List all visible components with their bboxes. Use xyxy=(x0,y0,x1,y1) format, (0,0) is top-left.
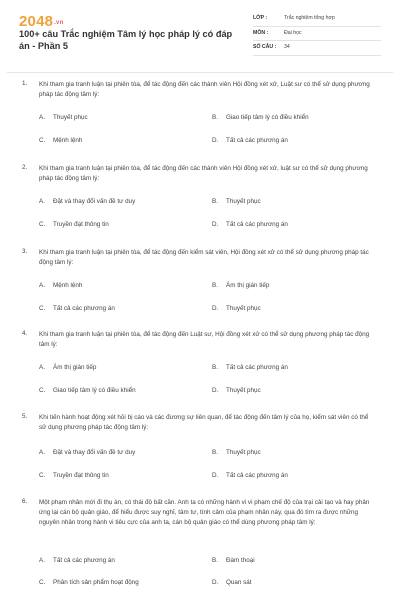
option-text: Thuyết phục xyxy=(226,305,261,312)
answer-option[interactable] xyxy=(39,198,135,205)
option-text: Ám thị gián tiếp xyxy=(226,282,270,289)
meta-value: Đại học xyxy=(284,29,302,36)
option-text: Giao tiếp tâm lý có điều khiển xyxy=(53,387,136,394)
option-text: Mệnh lệnh xyxy=(53,282,83,289)
option-text: Đặt và thay đổi vấn đề tư duy xyxy=(53,198,136,205)
option-text: Tất cả các phương án xyxy=(226,221,288,228)
option-letter: B. xyxy=(212,114,218,121)
option-letter: B. xyxy=(212,364,218,371)
answer-option[interactable] xyxy=(39,557,115,564)
option-text: Tất cả các phương án xyxy=(53,305,115,312)
option-letter: B. xyxy=(212,557,218,564)
option-text: Thuyết phục xyxy=(226,449,261,456)
document-header xyxy=(0,0,400,68)
option-text: Tất cả các phương án xyxy=(226,364,288,371)
meta-value: 34 xyxy=(284,44,290,50)
answer-option[interactable] xyxy=(212,137,288,144)
answer-option[interactable] xyxy=(39,387,136,394)
document-title: 100+ câu Trắc nghiệm Tâm lý học pháp lý có đáp án - Phần 5 xyxy=(19,29,233,51)
answer-option[interactable] xyxy=(39,579,139,586)
meta-table xyxy=(253,12,381,56)
question-number: 2. xyxy=(22,164,28,171)
answer-option[interactable] xyxy=(212,114,309,121)
answer-option[interactable] xyxy=(212,364,288,371)
option-letter: A. xyxy=(39,114,45,121)
option-letter: C. xyxy=(39,305,46,312)
option-letter: D. xyxy=(212,579,219,586)
question-number: 6. xyxy=(22,498,28,505)
option-text: Phân tích sản phẩm hoạt động xyxy=(53,579,139,586)
answer-option[interactable] xyxy=(212,579,252,586)
answer-option[interactable] xyxy=(212,221,288,228)
meta-key: LỚP : xyxy=(253,15,268,21)
question-text: Khi tham gia tranh luận tại phiên tòa, để tác động đến các thành viên Hội đồng xét xử, Luật sư có thể sử dụng phương pháp tác động tâm lý: xyxy=(39,81,370,98)
option-letter: C. xyxy=(39,221,46,228)
option-letter: A. xyxy=(39,282,45,289)
question-number: 1. xyxy=(22,80,28,87)
option-letter: B. xyxy=(212,282,218,289)
option-text: Thuyết phục xyxy=(53,114,88,121)
question-text: Khi tham gia tranh luận tại phiên tòa, để tác động đến các thành viên Hội đồng xét xử, luật sư có thể sử dụng phương pháp tác động tâm lý: xyxy=(39,165,368,182)
option-text: Ám thị gián tiếp xyxy=(53,364,97,371)
meta-key: SỐ CÂU : xyxy=(253,44,277,50)
option-text: Truyền đạt thông tin xyxy=(53,472,109,479)
answer-option[interactable] xyxy=(39,282,82,289)
answer-option[interactable] xyxy=(212,472,288,479)
option-text: Đặt và thay đổi vấn đề tư duy xyxy=(53,449,136,456)
option-letter: B. xyxy=(212,198,218,205)
meta-row-subject xyxy=(253,27,381,42)
option-text: Tất cả các phương án xyxy=(53,557,115,564)
logo-suffix: .vn xyxy=(54,20,64,26)
option-text: Thuyết phục xyxy=(226,387,261,394)
answer-option[interactable] xyxy=(212,557,255,564)
answer-option[interactable] xyxy=(212,387,261,394)
meta-key: MÔN : xyxy=(253,29,269,36)
meta-row-class xyxy=(253,12,381,27)
question-text: Khi tham gia tranh luận tại phiên tòa, để tác động đến kiểm sát viên, Hội đồng xét xử có thể sử dụng phương pháp tác động tâm lý: xyxy=(39,249,369,266)
option-letter: C. xyxy=(39,387,46,394)
option-letter: D. xyxy=(212,387,219,394)
option-text: Quan sát xyxy=(226,579,252,586)
option-letter: A. xyxy=(39,364,45,371)
option-letter: A. xyxy=(39,557,45,564)
option-text: Đàm thoại xyxy=(226,557,255,564)
question-number: 3. xyxy=(22,248,28,255)
question-number: 4. xyxy=(22,330,28,337)
option-letter: D. xyxy=(212,137,219,144)
answer-option[interactable] xyxy=(212,449,261,456)
option-letter: C. xyxy=(39,137,46,144)
option-text: Mệnh lệnh xyxy=(53,137,83,144)
logo-text: 2048 xyxy=(19,13,54,30)
option-text: Thuyết phục xyxy=(226,198,261,205)
option-letter: A. xyxy=(39,198,45,205)
question-number: 5. xyxy=(22,413,28,420)
option-letter: D. xyxy=(212,305,219,312)
question-text: Khi tiến hành hoạt động xét hỏi bị cáo và các đương sự liên quan, để tác động đến tâm lý của họ, kiểm sát viên có thể sử dụng phương pháp tác động tâm lý: xyxy=(39,414,369,431)
header-divider xyxy=(7,72,393,73)
option-letter: B. xyxy=(212,449,218,456)
answer-option[interactable] xyxy=(212,198,261,205)
answer-option[interactable] xyxy=(39,221,109,228)
option-text: Tất cả các phương án xyxy=(226,472,288,479)
meta-row-count xyxy=(253,41,381,56)
answer-option[interactable] xyxy=(39,305,115,312)
option-letter: A. xyxy=(39,449,45,456)
meta-value: Trắc nghiệm tổng hợp xyxy=(284,15,335,21)
question-text: Một phạm nhân mới đi thụ án, có thái độ bất cần. Anh ta có những hành vi vi phạm chế độ của trại cải tạo và hay phản ứng lại cán bộ quản giáo, để hiểu được suy nghĩ, tâm tư, tình cảm của phạm nhân này, qua đó tìm ra được những nguyên nhân trong hành vi tiêu cực của anh ta, cán bộ quản giáo có thể dùng phương pháp tâm lý: xyxy=(39,499,370,526)
option-letter: C. xyxy=(39,472,46,479)
answer-option[interactable] xyxy=(39,137,82,144)
answer-option[interactable] xyxy=(39,114,88,121)
option-text: Tất cả các phương án xyxy=(226,137,288,144)
answer-option[interactable] xyxy=(212,282,269,289)
answer-option[interactable] xyxy=(39,364,96,371)
answer-option[interactable] xyxy=(212,305,261,312)
option-letter: D. xyxy=(212,221,219,228)
site-logo[interactable] xyxy=(19,13,63,30)
option-letter: D. xyxy=(212,472,219,479)
option-letter: C. xyxy=(39,579,46,586)
answer-option[interactable] xyxy=(39,472,109,479)
option-text: Truyền đạt thông tin xyxy=(53,221,109,228)
option-text: Giao tiếp tâm lý có điều khiển xyxy=(226,114,309,121)
answer-option[interactable] xyxy=(39,449,135,456)
question-text: Khi tham gia tranh luận tại phiên tòa, để tác động đến Luật sư, Hội đồng xét xử có thể sử dụng phương pháp tác động tâm lý: xyxy=(39,331,370,348)
